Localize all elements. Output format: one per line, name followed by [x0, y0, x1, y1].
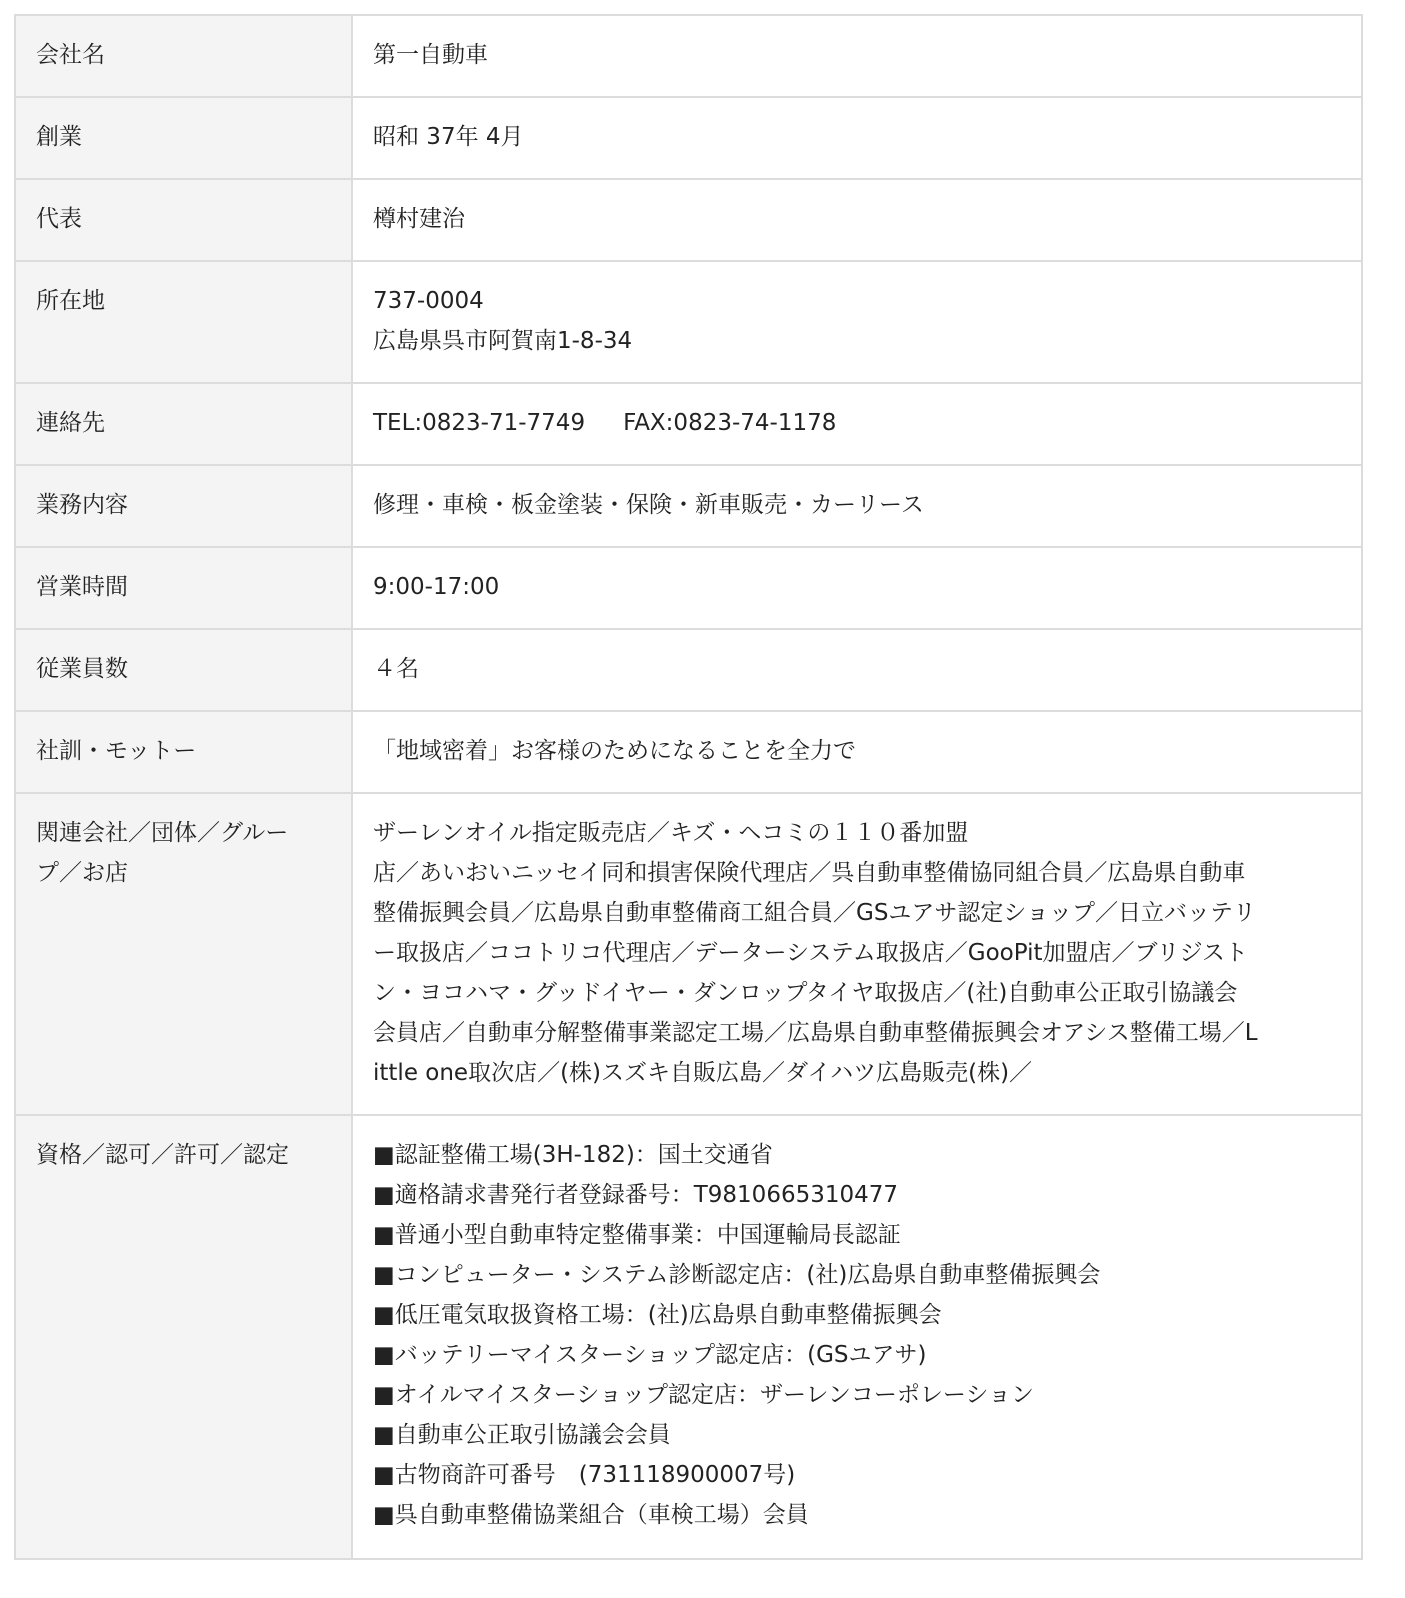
list-item: ■呉自動車整備協業組合（車検工場）会員: [373, 1502, 809, 1528]
row-label: 営業時間: [15, 547, 352, 629]
row-label: 社訓・モットー: [15, 711, 352, 793]
table-row-contact: [15, 383, 1362, 465]
affiliation-line: 会員店／自動車分解整備事業認定工場／広島県自動車整備振興会オアシス整備工場／L: [373, 1020, 1258, 1046]
row-value: 昭和 37年 4月: [352, 97, 1362, 179]
affiliation-line: ittle one取次店／(株)スズキ自販広島／ダイハツ広島販売(株)／: [373, 1060, 1033, 1086]
affiliation-line: 店／あいおいニッセイ同和損害保険代理店／呉自動車整備協同組合員／広島県自動車: [373, 860, 1246, 886]
table-row-representative: [15, 179, 1362, 261]
list-item: ■認証整備工場(3H-182)：国土交通省: [373, 1142, 773, 1168]
list-item: ■適格請求書発行者登録番号：T9810665310477: [373, 1182, 899, 1208]
row-label: 創業: [15, 97, 352, 179]
company-info-section: [14, 14, 1363, 1560]
list-item: ■普通小型自動車特定整備事業：中国運輸局長認証: [373, 1222, 901, 1248]
table-row-business: [15, 465, 1362, 547]
fax-number: FAX:0823-74-1178: [623, 410, 837, 436]
address-cell: [352, 261, 1362, 383]
affiliation-line: ザーレンオイル指定販売店／キズ・ヘコミの１１０番加盟: [373, 820, 969, 846]
row-label: 資格／認可／許可／認定: [15, 1115, 352, 1559]
affiliation-line: ン・ヨコハマ・グッドイヤー・ダンロップタイヤ取扱店／(社)自動車公正取引協議会: [373, 980, 1238, 1006]
affiliations-value: [352, 793, 1362, 1115]
list-item: ■低圧電気取扱資格工場：(社)広島県自動車整備振興会: [373, 1302, 942, 1328]
row-label: 代表: [15, 179, 352, 261]
row-label: 所在地: [15, 261, 352, 383]
row-label: 連絡先: [15, 383, 352, 465]
table-row-founded: [15, 97, 1362, 179]
company-info-table: [14, 14, 1363, 1560]
postal-code: 737-0004: [373, 288, 484, 314]
table-row-address: [15, 261, 1362, 383]
list-item: ■オイルマイスターショップ認定店：ザーレンコーポレーション: [373, 1382, 1035, 1408]
list-item: ■コンピューター・システム診断認定店：(社)広島県自動車整備振興会: [373, 1262, 1101, 1288]
table-row-certifications: [15, 1115, 1362, 1559]
contact-cell: [352, 383, 1362, 465]
table-row-employees: [15, 629, 1362, 711]
table-row-affiliations: [15, 793, 1362, 1115]
label-line: 関連会社／団体／グルー: [36, 820, 289, 846]
affiliation-line: ー取扱店／ココトリコ代理店／データーシステム取扱店／GooPit加盟店／ブリジスト: [373, 940, 1248, 966]
row-label: 会社名: [15, 15, 352, 97]
row-value: 9:00-17:00: [352, 547, 1362, 629]
affiliations-label: [15, 793, 352, 1115]
affiliation-line: 整備振興会員／広島県自動車整備商工組合員／GSユアサ認定ショップ／日立バッテリ: [373, 900, 1256, 926]
certifications-list: [352, 1115, 1362, 1559]
list-item: ■バッテリーマイスターショップ認定店：(GSユアサ): [373, 1342, 927, 1368]
label-line: プ／お店: [36, 860, 128, 886]
table-row-hours: [15, 547, 1362, 629]
row-value: 樽村建治: [352, 179, 1362, 261]
row-label: 従業員数: [15, 629, 352, 711]
table-row-motto: [15, 711, 1362, 793]
table-row-company-name: [15, 15, 1362, 97]
list-item: ■古物商許可番号 (731118900007号): [373, 1462, 796, 1488]
row-value: 「地域密着」お客様のためになることを全力で: [352, 711, 1362, 793]
street-address: 広島県呉市阿賀南1-8-34: [373, 328, 633, 354]
row-value: 修理・車検・板金塗装・保険・新車販売・カーリース: [352, 465, 1362, 547]
tel-number[interactable]: TEL:0823-71-7749: [373, 410, 586, 436]
row-label: 業務内容: [15, 465, 352, 547]
row-value: ４名: [352, 629, 1362, 711]
list-item: ■自動車公正取引協議会会員: [373, 1422, 671, 1448]
row-value: 第一自動車: [352, 15, 1362, 97]
